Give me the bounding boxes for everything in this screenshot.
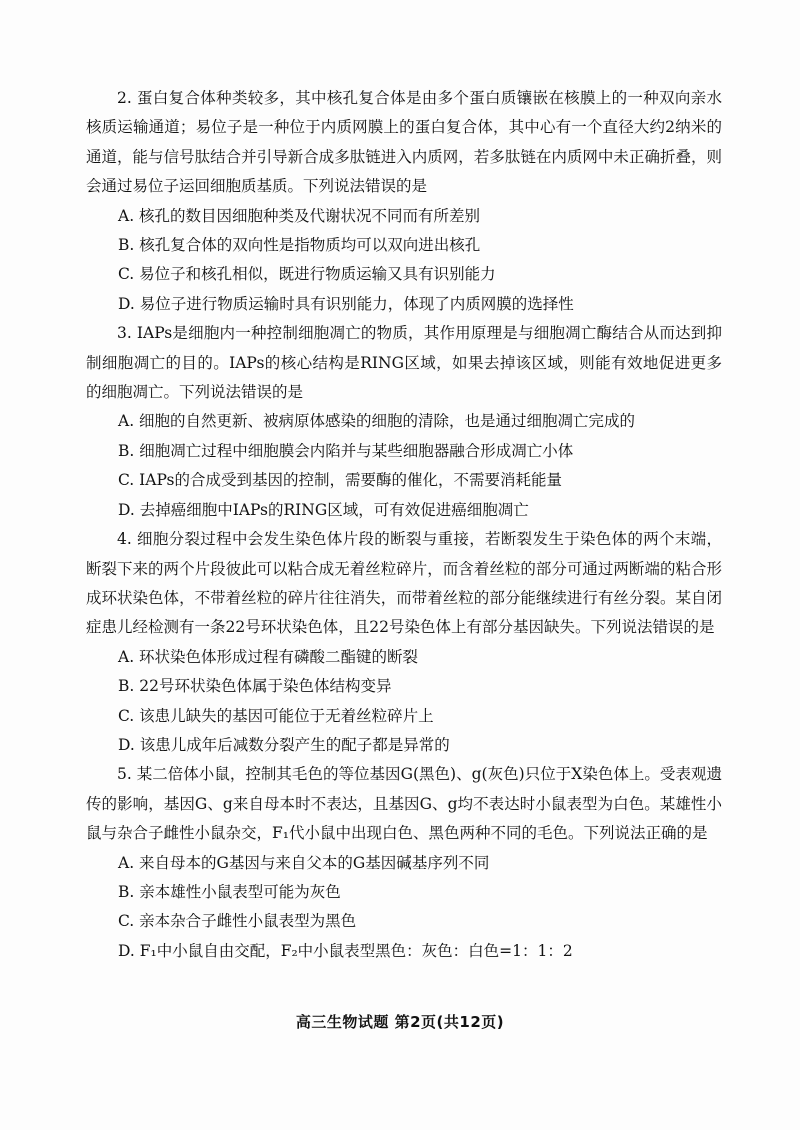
option-d: D. 易位子进行物质运输时具有识别能力，体现了内质网膜的选择性 xyxy=(118,294,574,313)
option-b: B. 亲本雄性小鼠表型可能为灰色 xyxy=(118,882,341,901)
option-b: B. 细胞凋亡过程中细胞膜会内陷并与某些细胞器融合形成凋亡小体 xyxy=(118,441,574,460)
page-footer: 高三生物试题 第2页(共12页) xyxy=(295,1013,505,1031)
option-c: C. 易位子和核孔相似，既进行物质运输又具有识别能力 xyxy=(118,265,496,284)
option-d: D. 去掉癌细胞中IAPs的RING区域，可有效促进癌细胞凋亡 xyxy=(118,500,529,519)
option-d: D. 该患儿成年后减数分裂产生的配子都是异常的 xyxy=(118,735,450,754)
question-list xyxy=(86,84,722,966)
option-a: A. 核孔的数目因细胞种类及代谢状况不同而有所差别 xyxy=(118,206,481,225)
question-3 xyxy=(86,319,722,525)
question-5 xyxy=(86,760,722,966)
question-4 xyxy=(86,525,722,760)
option-a: A. 细胞的自然更新、被病原体感染的细胞的清除，也是通过细胞凋亡完成的 xyxy=(118,412,636,431)
question-stem: 3. IAPs是细胞内一种控制细胞凋亡的物质，其作用原理是与细胞凋亡酶结合从而达到抑制细胞凋亡的目的。IAPs的核心结构是RING区域，如果去掉该区域，则能有效地促进更多的细胞凋亡。下列说法错误的是 xyxy=(86,324,722,402)
question-stem: 5. 某二倍体小鼠，控制其毛色的等位基因G(黑色)、g(灰色)只位于X染色体上。受表观遗传的影响，基因G、g来自母本时不表达，且基因G、g均不表达时小鼠表型为白色。某雄性小鼠与杂合子雌性小鼠杂交，F₁代小鼠中出现白色、黑色两种不同的毛色。下列说法正确的是 xyxy=(86,765,722,843)
question-stem: 4. 细胞分裂过程中会发生染色体片段的断裂与重接，若断裂发生于染色体的两个末端，断裂下来的两个片段彼此可以粘合成无着丝粒碎片，而含着丝粒的部分可通过两断端的粘合形成环状染色体，不带着丝粒的碎片往往消失，而带着丝粒的部分能继续进行有丝分裂。某自闭症患儿经检测有一条22号环状染色体，且22号染色体上有部分基因缺失。下列说法错误的是 xyxy=(86,530,722,637)
option-d: D. F₁中小鼠自由交配，F₂中小鼠表型黑色：灰色：白色=1：1：2 xyxy=(118,941,573,960)
option-c: C. 亲本杂合子雌性小鼠表型为黑色 xyxy=(118,912,357,931)
option-a: A. 环状染色体形成过程有磷酸二酯键的断裂 xyxy=(118,647,419,666)
option-c: C. IAPs的合成受到基因的控制，需要酶的催化，不需要消耗能量 xyxy=(118,471,562,490)
option-c: C. 该患儿缺失的基因可能位于无着丝粒碎片上 xyxy=(118,706,434,725)
option-b: B. 核孔复合体的双向性是指物质均可以双向进出核孔 xyxy=(118,236,481,255)
option-a: A. 来自母本的G基因与来自父本的G基因碱基序列不同 xyxy=(118,853,490,872)
question-2 xyxy=(86,84,722,319)
option-b: B. 22号环状染色体属于染色体结构变异 xyxy=(118,677,392,696)
question-stem: 2. 蛋白复合体种类较多，其中核孔复合体是由多个蛋白质镶嵌在核膜上的一种双向亲水核质运输通道；易位子是一种位于内质网膜上的蛋白复合体，其中心有一个直径大约2纳米的通道，能与信号肽结合并引导新合成多肽链进入内质网，若多肽链在内质网中未正确折叠，则会通过易位子运回细胞质基质。下列说法错误的是 xyxy=(86,89,722,196)
